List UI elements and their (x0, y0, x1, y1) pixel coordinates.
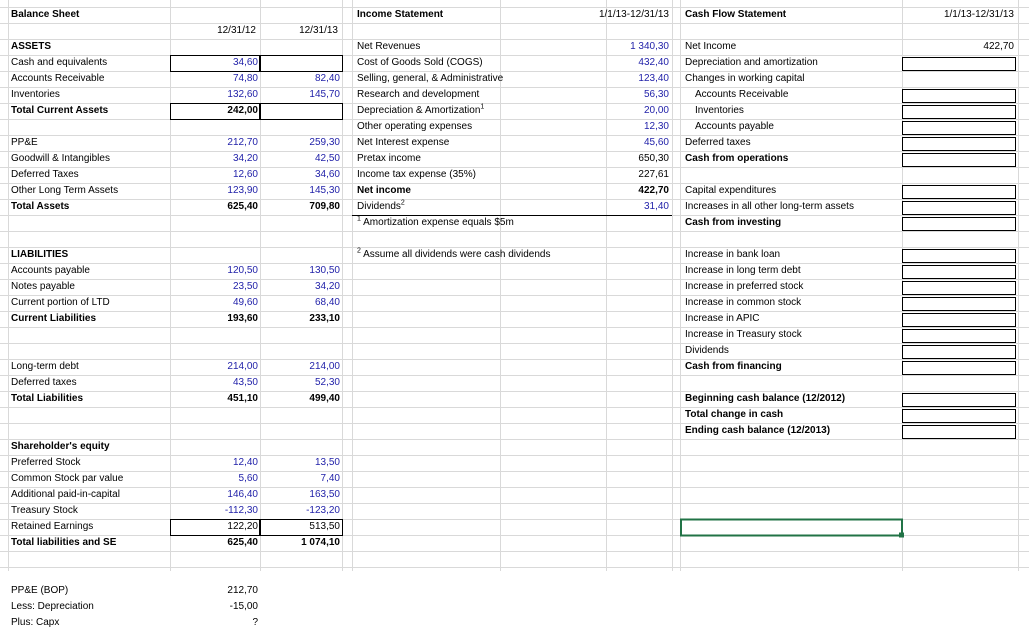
cf-row-label[interactable]: Increase in long term debt (685, 265, 801, 276)
bs-value-2013[interactable]: 13,50 (314, 457, 340, 468)
is-row-label[interactable]: Income tax expense (35%) (357, 169, 476, 180)
cf-net-income-value[interactable]: 422,70 (983, 41, 1014, 52)
is-row-label[interactable]: Pretax income (357, 153, 421, 164)
is-value[interactable]: 12,30 (643, 121, 669, 132)
cf-row-label[interactable]: Increase in preferred stock (685, 281, 804, 292)
bs-row-label[interactable]: Current Liabilities (11, 313, 97, 324)
cf-input-box (903, 298, 1016, 311)
bs-value-2012[interactable]: 625,40 (227, 201, 258, 212)
cf-input-box (903, 106, 1016, 119)
footnote-mark: 2 (357, 247, 361, 255)
bs-row-label[interactable]: Accounts Receivable (11, 73, 105, 84)
footnote-mark: 1 (480, 103, 485, 111)
bs-value-2013[interactable]: -123,20 (306, 505, 340, 516)
is-row-label[interactable]: Other operating expenses (357, 121, 473, 132)
bs-row-label[interactable]: Total Assets (11, 201, 70, 212)
bs-row-label[interactable]: Preferred Stock (11, 457, 81, 468)
bs-value-2012[interactable]: -15,00 (229, 601, 258, 612)
bs-row-label[interactable]: Deferred taxes (11, 377, 77, 388)
bs-row-label[interactable]: Treasury Stock (11, 505, 78, 516)
bs-value-2012[interactable]: 74,80 (232, 73, 258, 84)
bs-row-label[interactable]: Notes payable (11, 281, 75, 292)
bs-value-2012[interactable]: 12,40 (232, 457, 258, 468)
cf-input-box (903, 218, 1016, 231)
cf-row-label[interactable]: Inventories (695, 105, 744, 116)
cf-input-box (903, 186, 1016, 199)
is-row-label[interactable]: Net Revenues (357, 41, 421, 52)
is-row-label[interactable]: Selling, general, & Administrative (357, 73, 504, 84)
bs-value-2012[interactable]: 212,70 (227, 137, 258, 148)
is-value[interactable]: 20,00 (643, 105, 669, 116)
bs-value-2012[interactable]: ? (252, 617, 258, 628)
bs-value-2013[interactable]: 145,70 (309, 89, 340, 100)
cf-row-label[interactable]: Cash from investing (685, 217, 782, 228)
active-cell-selection (681, 520, 902, 536)
is-row-label[interactable]: Net Interest expense (357, 137, 450, 148)
is-period[interactable]: 1/1/13-12/31/13 (598, 9, 669, 20)
bs-row-label[interactable]: PP&E (11, 137, 38, 148)
cf-input-box (903, 314, 1016, 327)
bs-value-2013[interactable]: 709,80 (309, 201, 340, 212)
bs-row-label[interactable]: Inventories (11, 89, 60, 100)
bs-value-2012[interactable]: 12,60 (232, 169, 258, 180)
cf-input-box (903, 266, 1016, 279)
bs-row-label[interactable]: Total liabilities and SE (11, 537, 117, 548)
cf-row-label[interactable]: Accounts Receivable (695, 89, 789, 100)
cf-row-label[interactable]: Increase in Treasury stock (685, 329, 802, 340)
income-statement-title[interactable]: Income Statement (357, 9, 444, 20)
cf-input-box (903, 394, 1016, 407)
bs-row-label[interactable]: Goodwill & Intangibles (11, 153, 110, 164)
bs-value-2013[interactable]: 68,40 (314, 297, 340, 308)
cf-row-label[interactable]: Beginning cash balance (12/2012) (685, 393, 846, 404)
bs-value-2013[interactable]: 34,20 (314, 281, 340, 292)
cash-flow-title[interactable]: Cash Flow Statement (685, 9, 787, 20)
is-value[interactable]: 432,40 (638, 57, 669, 68)
bs-row-label[interactable]: Total Current Assets (11, 105, 109, 116)
cf-row-label[interactable]: Cash from operations (685, 153, 789, 164)
cf-input-box (903, 346, 1016, 359)
bs-value-2012[interactable]: 451,10 (227, 393, 258, 404)
bs-row-label[interactable]: Less: Depreciation (11, 601, 94, 612)
bs-row-label[interactable]: Deferred Taxes (11, 169, 79, 180)
bs-value-2013[interactable]: 499,40 (309, 393, 340, 404)
bs-value-2013[interactable]: 233,10 (309, 313, 340, 324)
cf-row-label[interactable]: Increase in APIC (685, 313, 760, 324)
is-value[interactable]: 227,61 (638, 169, 669, 180)
is-row-label[interactable]: Dividends$^2$ (357, 199, 405, 212)
bs-value-2012[interactable]: 214,00 (227, 361, 258, 372)
cf-input-box (903, 58, 1016, 71)
bs-row-label[interactable]: Retained Earnings (11, 521, 94, 532)
cf-input-box (903, 154, 1016, 167)
bs-row-label[interactable]: Total Liabilities (11, 393, 84, 404)
cf-input-box (903, 90, 1016, 103)
bs-row-label[interactable]: Plus: Capx (11, 617, 60, 628)
cf-row-label[interactable]: Accounts payable (695, 121, 774, 132)
cf-row-label[interactable]: Changes in working capital (685, 73, 805, 84)
bs-value-2012[interactable]: 625,40 (227, 537, 258, 548)
bs-value-2012[interactable]: 122,20 (227, 521, 258, 532)
bs-value-2013[interactable]: 130,50 (309, 265, 340, 276)
bs-row-label[interactable]: Common Stock par value (11, 473, 124, 484)
cf-row-label[interactable]: Total change in cash (685, 409, 784, 420)
cf-input-box (903, 282, 1016, 295)
bs-col-header-2012[interactable]: 12/31/12 (217, 25, 256, 36)
is-row-label[interactable]: Cost of Goods Sold (COGS) (357, 57, 483, 68)
is-row-label[interactable]: Research and development (357, 89, 480, 100)
bs-value-2012[interactable]: 23,50 (232, 281, 258, 292)
fill-handle (900, 533, 904, 537)
bs-value-2013[interactable]: 513,50 (309, 521, 340, 532)
is-row-label[interactable]: Net income (357, 185, 411, 196)
cf-row-label[interactable]: Increases in all other long-term assets (685, 201, 854, 212)
bs-value-2013[interactable]: 7,40 (320, 473, 340, 484)
cf-input-box (903, 202, 1016, 215)
cf-row-label[interactable]: Depreciation and amortization (685, 57, 818, 68)
cf-row-label[interactable]: Ending cash balance (12/2013) (685, 425, 831, 436)
is-value[interactable]: 650,30 (638, 153, 669, 164)
balance-sheet-title[interactable]: Balance Sheet (11, 9, 80, 20)
cf-row-label[interactable]: Cash from financing (685, 361, 782, 372)
bs-value-2013[interactable]: 214,00 (309, 361, 340, 372)
bs-value-2013[interactable]: 163,50 (309, 489, 340, 500)
bs-box-tca-2013 (261, 104, 343, 120)
cf-input-box (903, 330, 1016, 343)
cf-input-box (903, 138, 1016, 151)
bs-value-2012[interactable]: 5,60 (238, 473, 258, 484)
bs-value-2013[interactable]: 34,60 (314, 169, 340, 180)
bs-row-label[interactable]: Additional paid-in-capital (11, 489, 120, 500)
bs-value-2013[interactable]: 145,30 (309, 185, 340, 196)
cf-period[interactable]: 1/1/13-12/31/13 (943, 9, 1014, 20)
bs-value-2012[interactable]: 132,60 (227, 89, 258, 100)
bs-col-header-2013[interactable]: 12/31/13 (299, 25, 338, 36)
cf-row-label[interactable]: Dividends (685, 345, 729, 356)
is-value[interactable]: 123,40 (638, 73, 669, 84)
bs-value-2013[interactable]: 52,30 (314, 377, 340, 388)
bs-value-2012[interactable]: 34,60 (232, 57, 258, 68)
cf-input-box (903, 426, 1016, 439)
bs-row-label[interactable]: Cash and equivalents (11, 57, 108, 68)
is-footnote-2[interactable]: $^2$ Assume all dividends were cash dividends (357, 247, 551, 260)
is-footnote-1[interactable]: $^1$ Amortization expense equals $5m (357, 215, 514, 228)
bs-value-2013[interactable]: 82,40 (314, 73, 340, 84)
bs-value-2012[interactable]: 49,60 (232, 297, 258, 308)
cf-input-box (903, 122, 1016, 135)
bs-row-label[interactable]: Current portion of LTD (11, 297, 110, 308)
cf-row-label[interactable]: Capital expenditures (685, 185, 777, 196)
cf-input-box (903, 250, 1016, 263)
bs-value-2012[interactable]: 146,40 (227, 489, 258, 500)
bs-value-2013[interactable]: 42,50 (314, 153, 340, 164)
bs-value-2013[interactable]: 1 074,10 (301, 537, 340, 548)
bs-value-2012[interactable]: 123,90 (227, 185, 258, 196)
cf-row-label[interactable]: Deferred taxes (685, 137, 751, 148)
is-value[interactable]: 31,40 (643, 201, 669, 212)
footnote-mark: 1 (357, 215, 361, 223)
bs-row-label[interactable]: PP&E (BOP) (11, 585, 69, 596)
bs-row-label[interactable]: Other Long Term Assets (11, 185, 119, 196)
bs-value-2012[interactable]: 242,00 (227, 105, 258, 116)
bs-row-label[interactable]: Accounts payable (11, 265, 90, 276)
footnote-mark: 2 (400, 199, 405, 207)
bs-row-label[interactable]: Long-term debt (11, 361, 79, 372)
bs-value-2012[interactable]: 120,50 (227, 265, 258, 276)
bs-value-2012[interactable]: 212,70 (227, 585, 258, 596)
bs-row-label[interactable]: ASSETS (11, 41, 52, 52)
bs-value-2012[interactable]: 193,60 (227, 313, 258, 324)
bs-value-2012[interactable]: 43,50 (232, 377, 258, 388)
cf-input-box (903, 362, 1016, 375)
bs-value-2012[interactable]: -112,30 (224, 505, 258, 516)
cf-row-label[interactable]: Increase in bank loan (685, 249, 781, 260)
bs-box-cash-2013 (261, 56, 343, 72)
is-value[interactable]: 45,60 (643, 137, 669, 148)
bs-value-2013[interactable]: 259,30 (309, 137, 340, 148)
is-row-label[interactable]: Depreciation & Amortization$^1$ (357, 103, 485, 116)
is-value[interactable]: 1 340,30 (630, 41, 669, 52)
cf-input-box (903, 410, 1016, 423)
is-value[interactable]: 422,70 (638, 185, 669, 196)
cf-row-label[interactable]: Increase in common stock (685, 297, 802, 308)
bs-value-2012[interactable]: 34,20 (232, 153, 258, 164)
cf-row-label[interactable]: Net Income (685, 41, 737, 52)
bs-row-label[interactable]: LIABILITIES (11, 249, 69, 260)
is-value[interactable]: 56,30 (643, 89, 669, 100)
bs-row-label[interactable]: Shareholder's equity (11, 441, 110, 452)
